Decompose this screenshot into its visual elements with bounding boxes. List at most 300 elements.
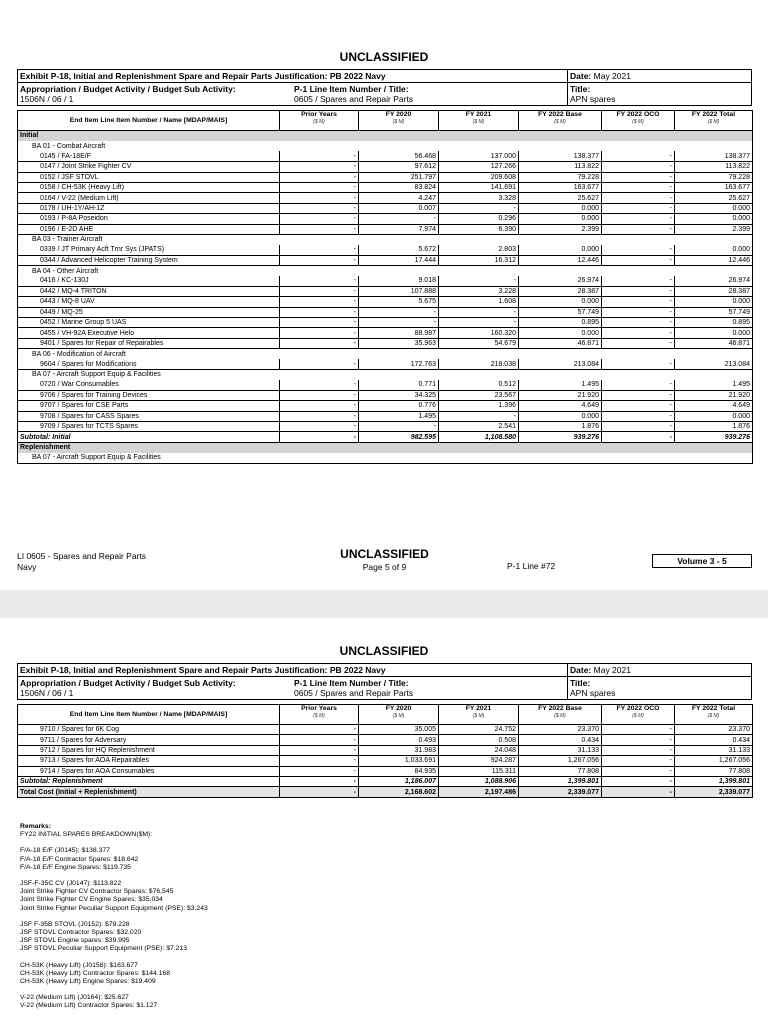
table-row xyxy=(18,401,753,411)
spares-table-page-1 xyxy=(17,110,753,464)
table-row xyxy=(18,151,753,161)
row-label: 0339 / JT Primary Acft Trnr Sys (JPATS) xyxy=(18,245,280,255)
cell-value: 127.266 xyxy=(439,162,519,172)
cell-value: - xyxy=(439,203,519,213)
cell-value: - xyxy=(602,787,675,797)
cell-value: - xyxy=(280,297,359,307)
cell-value: - xyxy=(602,756,675,766)
cell-value: 924.287 xyxy=(439,756,519,766)
remarks-line: V-22 (Medium Lift) Contractor Spares: $1.127 xyxy=(20,1002,158,1010)
total-row xyxy=(18,787,753,797)
remarks-block xyxy=(20,847,750,872)
cell-value: - xyxy=(439,307,519,317)
cell-value: 0.000 xyxy=(675,245,753,255)
cell-value: - xyxy=(280,162,359,172)
column-header-unit: ($ M) xyxy=(313,713,325,719)
cell-value: 26.974 xyxy=(519,276,602,286)
cell-value: 46.871 xyxy=(519,338,602,348)
cell-value: - xyxy=(602,725,675,735)
cell-value: 35.963 xyxy=(359,338,439,348)
group-label: BA 01 - Combat Aircraft xyxy=(18,141,753,151)
cell-value: 138.377 xyxy=(519,151,602,161)
cell-value: 79.228 xyxy=(675,172,753,182)
cell-value: 77.808 xyxy=(519,766,602,776)
column-header xyxy=(675,111,753,131)
row-label: 9711 / Spares for Adversary xyxy=(18,735,280,745)
table-row xyxy=(18,203,753,213)
title-value: APN spares xyxy=(570,688,616,698)
row-label: 0416 / KC-130J xyxy=(18,276,280,286)
cell-value: 21.920 xyxy=(675,390,753,400)
p1-value: 0605 / Spares and Repair Parts xyxy=(294,688,414,698)
cell-value: - xyxy=(602,380,675,390)
group-label: BA 06 - Modification of Aircraft xyxy=(18,349,753,359)
remarks-line: JSF STOVL Contractor Spares: $32.020 xyxy=(20,929,142,937)
remarks-line: JSF STOVL Peculiar Support Equipment (PSE): $7.213 xyxy=(20,945,187,953)
cell-value: - xyxy=(280,245,359,255)
cell-value: 0.776 xyxy=(359,401,439,411)
column-header-unit: ($ M) xyxy=(707,119,720,125)
cell-value: 1.495 xyxy=(675,380,753,390)
approp-label: Appropriation / Budget Activity / Budget Sub Activity: xyxy=(20,84,236,94)
cell-value: 172.763 xyxy=(359,359,439,369)
column-header xyxy=(602,111,675,131)
table-row xyxy=(18,338,753,348)
group-label: BA 03 - Trainer Aircraft xyxy=(18,234,753,244)
remarks-line: Joint Strike Fighter CV Contractor Spares: $76.545 xyxy=(20,888,174,896)
cell-value: 12.446 xyxy=(519,255,602,265)
cell-value: 1.876 xyxy=(675,421,753,431)
row-label: 0344 / Advanced Helicopter Training System xyxy=(18,255,280,265)
cell-value: 939.276 xyxy=(675,432,753,442)
line-title xyxy=(568,677,751,699)
appropriation xyxy=(18,677,292,699)
cell-value: 5.672 xyxy=(359,245,439,255)
cell-value: - xyxy=(359,318,439,328)
cell-value: - xyxy=(280,756,359,766)
cell-value: 0.000 xyxy=(519,203,602,213)
cell-value: 2.803 xyxy=(439,245,519,255)
cell-value: - xyxy=(602,776,675,786)
section-label: Replenishment xyxy=(18,442,753,452)
column-header xyxy=(280,705,359,725)
row-label: 0455 / VH-92A Executive Helo xyxy=(18,328,280,338)
column-header-unit: ($ M) xyxy=(554,119,566,125)
table-row xyxy=(18,245,753,255)
cell-value: 1,088.906 xyxy=(439,776,519,786)
remarks-line: CH-53K (Heavy Lift) Engine Spares: $19.409 xyxy=(20,978,156,986)
section-label: Initial xyxy=(18,131,753,141)
cell-value: 1,399.801 xyxy=(675,776,753,786)
cell-value: 0.771 xyxy=(359,380,439,390)
cell-value: 0.000 xyxy=(519,214,602,224)
cell-value: 23.370 xyxy=(519,725,602,735)
footer-page-number: Page 5 of 9 xyxy=(362,562,407,572)
approp-value: 1506N / 06 / 1 xyxy=(20,688,74,698)
row-label: 0449 / MQ-25 xyxy=(18,307,280,317)
row-label: Subtotal: Initial xyxy=(18,432,280,442)
column-header-unit: ($ M) xyxy=(392,119,405,125)
exhibit-header xyxy=(17,663,752,700)
spares-table-page-2 xyxy=(17,704,753,798)
column-header-label: Prior Years xyxy=(301,111,337,118)
subtotal-row xyxy=(18,432,753,442)
cell-value: - xyxy=(280,255,359,265)
exhibit-date xyxy=(568,70,751,82)
cell-value: 46.871 xyxy=(675,338,753,348)
cell-value: 115.311 xyxy=(439,766,519,776)
cell-value: 1.495 xyxy=(359,411,439,421)
column-header-label: FY 2021 xyxy=(465,111,492,118)
row-label: 9713 / Spares for AOA Repairables xyxy=(18,756,280,766)
classification-header: UNCLASSIFIED xyxy=(339,644,429,658)
cell-value: - xyxy=(280,151,359,161)
cell-value: 23.567 xyxy=(439,390,519,400)
cell-value: 9.018 xyxy=(359,276,439,286)
cell-value: - xyxy=(280,318,359,328)
cell-value: 4.247 xyxy=(359,193,439,203)
column-header xyxy=(439,705,519,725)
cell-value: 35.005 xyxy=(359,725,439,735)
cell-value: 160.320 xyxy=(439,328,519,338)
row-label: 0193 / P-8A Poseidon xyxy=(18,214,280,224)
cell-value: 0.000 xyxy=(519,411,602,421)
table-row xyxy=(18,182,753,192)
p1-line-item xyxy=(292,677,568,699)
cell-value: 1,033.691 xyxy=(359,756,439,766)
title-value: APN spares xyxy=(570,94,616,104)
group-label: BA 07 - Aircraft Support Equip & Facilities xyxy=(18,453,753,463)
group-label: BA 04 - Other Aircraft xyxy=(18,266,753,276)
cell-value: 34.325 xyxy=(359,390,439,400)
cell-value: - xyxy=(602,359,675,369)
cell-value: 97.612 xyxy=(359,162,439,172)
remarks-block xyxy=(20,994,750,1010)
column-header xyxy=(280,111,359,131)
cell-value: 6.390 xyxy=(439,224,519,234)
remarks-block xyxy=(20,921,750,954)
cell-value: 0.000 xyxy=(519,328,602,338)
cell-value: - xyxy=(602,224,675,234)
cell-value: 1,186.007 xyxy=(359,776,439,786)
cell-value: - xyxy=(602,328,675,338)
footer-center xyxy=(17,547,752,572)
column-header-unit: ($ M) xyxy=(472,119,485,125)
cell-value: 0.000 xyxy=(675,214,753,224)
cell-value: - xyxy=(280,276,359,286)
cell-value: - xyxy=(602,318,675,328)
table-row xyxy=(18,380,753,390)
remarks-line: JSF F-35B STOVL (J0152): $79.228 xyxy=(20,920,130,928)
cell-value: - xyxy=(280,766,359,776)
footer-volume-box: Volume 3 - 5 xyxy=(652,554,752,568)
table-row xyxy=(18,390,753,400)
cell-value: 5.675 xyxy=(359,297,439,307)
p1-value: 0605 / Spares and Repair Parts xyxy=(294,94,414,104)
remarks-line: CH-53K (Heavy Lift) Contractor Spares: $144.168 xyxy=(20,969,170,977)
table-header-row xyxy=(18,705,753,725)
remarks-block xyxy=(20,880,750,913)
cell-value: - xyxy=(280,203,359,213)
row-label: 9709 / Spares for TCTS Spares xyxy=(18,421,280,431)
cell-value: 7.974 xyxy=(359,224,439,234)
table-row xyxy=(18,255,753,265)
date-value: May 2021 xyxy=(593,665,631,675)
cell-value: 251.797 xyxy=(359,172,439,182)
row-label: 9714 / Spares for AOA Consumables xyxy=(18,766,280,776)
cell-value: 0.895 xyxy=(675,318,753,328)
cell-value: - xyxy=(602,745,675,755)
footer-p1-line: P-1 Line #72 xyxy=(507,561,556,571)
column-header-unit: ($ M) xyxy=(472,713,485,719)
cell-value: 31.133 xyxy=(519,745,602,755)
cell-value: - xyxy=(280,338,359,348)
remarks-line: V-22 (Medium Lift) (J0164): $25.627 xyxy=(20,994,129,1002)
remarks-block xyxy=(20,831,750,839)
date-value: May 2021 xyxy=(593,71,631,81)
cell-value: 79.228 xyxy=(519,172,602,182)
cell-value: 4.649 xyxy=(519,401,602,411)
cell-value: - xyxy=(280,172,359,182)
row-label: 0452 / Marine Group 5 UAS xyxy=(18,318,280,328)
approp-value: 1506N / 06 / 1 xyxy=(20,94,74,104)
cell-value: 0.000 xyxy=(675,297,753,307)
row-label: 9710 / Spares for 6K Cog xyxy=(18,725,280,735)
remarks-line: F/A-18 E/F (J0145): $138.377 xyxy=(20,847,110,855)
cell-value: 163.677 xyxy=(519,182,602,192)
group-label: BA 07 - Aircraft Support Equip & Facilities xyxy=(18,369,753,379)
row-label: 0164 / V-22 (Medium Lift) xyxy=(18,193,280,203)
cell-value: - xyxy=(280,380,359,390)
remarks-line: FY22 INITIAL SPARES BREAKDOWN($M): xyxy=(20,831,153,839)
cell-value: - xyxy=(280,776,359,786)
cell-value: 3.328 xyxy=(439,193,519,203)
title-label: Title: xyxy=(570,84,591,94)
document-page-2 xyxy=(0,618,768,1024)
row-label: 0152 / JSF STOVL xyxy=(18,172,280,182)
cell-value: 2,197.486 xyxy=(439,787,519,797)
cell-value: 84.935 xyxy=(359,766,439,776)
exhibit-header xyxy=(17,69,752,106)
table-row xyxy=(18,318,753,328)
group-row xyxy=(18,453,753,463)
footer-line-item: LI 0605 - Spares and Repair Parts xyxy=(17,551,146,561)
cell-value: 0.296 xyxy=(439,214,519,224)
cell-value: 25.627 xyxy=(675,193,753,203)
table-row xyxy=(18,297,753,307)
row-label: 9708 / Spares for CASS Spares xyxy=(18,411,280,421)
cell-value: 1,108.580 xyxy=(439,432,519,442)
remarks-line: CH-53K (Heavy Lift) (J0158): $163.677 xyxy=(20,961,138,969)
cell-value: - xyxy=(602,390,675,400)
exhibit-title: Exhibit P-18, Initial and Replenishment Spare and Repair Parts Justification: PB 2022 Navy xyxy=(18,70,568,82)
column-header-label: FY 2022 Total xyxy=(691,111,736,118)
table-row xyxy=(18,411,753,421)
column-header-unit: ($ M) xyxy=(554,713,566,719)
cell-value: 2,168.602 xyxy=(359,787,439,797)
cell-value: - xyxy=(280,359,359,369)
date-label: Date: xyxy=(570,71,592,81)
cell-value: 1,399.801 xyxy=(519,776,602,786)
cell-value: - xyxy=(280,182,359,192)
column-header-unit: ($ M) xyxy=(632,119,644,125)
column-header xyxy=(439,111,519,131)
footer-service: Navy xyxy=(17,562,37,572)
cell-value: - xyxy=(280,421,359,431)
cell-value: 88.987 xyxy=(359,328,439,338)
remarks-line: JSF-F-35C CV (J0147): $113.822 xyxy=(20,880,122,888)
cell-value: - xyxy=(602,276,675,286)
column-header-label: FY 2020 xyxy=(385,705,412,712)
cell-value: - xyxy=(280,401,359,411)
cell-value: 0.000 xyxy=(519,245,602,255)
cell-value: 57.749 xyxy=(675,307,753,317)
cell-value: - xyxy=(602,214,675,224)
table-row xyxy=(18,725,753,735)
cell-value: 0.000 xyxy=(675,328,753,338)
cell-value: 28.387 xyxy=(519,286,602,296)
remarks-line: F/A-18 E/F Contractor Spares: $18.642 xyxy=(20,855,139,863)
cell-value: 141.691 xyxy=(439,182,519,192)
cell-value: - xyxy=(280,390,359,400)
cell-value: 0.512 xyxy=(439,380,519,390)
cell-value: - xyxy=(359,307,439,317)
column-header-label: FY 2022 Total xyxy=(691,705,736,712)
cell-value: 113.822 xyxy=(675,162,753,172)
appropriation xyxy=(18,83,292,105)
row-label: 0196 / E-2D AHE xyxy=(18,224,280,234)
page-gap xyxy=(0,590,768,618)
table-row xyxy=(18,276,753,286)
section-row xyxy=(18,131,753,141)
row-label: 9707 / Spares for CSE Parts xyxy=(18,401,280,411)
cell-value: - xyxy=(602,421,675,431)
cell-value: 31.983 xyxy=(359,745,439,755)
cell-value: 24.048 xyxy=(439,745,519,755)
group-row xyxy=(18,141,753,151)
exhibit-title: Exhibit P-18, Initial and Replenishment Spare and Repair Parts Justification: PB 2022 Navy xyxy=(18,664,568,676)
exhibit-date xyxy=(568,664,751,676)
cell-value: - xyxy=(280,224,359,234)
cell-value: - xyxy=(602,297,675,307)
cell-value: 0.007 xyxy=(359,203,439,213)
cell-value: 982.595 xyxy=(359,432,439,442)
remarks-line: JSF STOVL Engine spares: $39.995 xyxy=(20,937,130,945)
table-row xyxy=(18,214,753,224)
cell-value: - xyxy=(602,286,675,296)
cell-value: 1.396 xyxy=(439,401,519,411)
column-header-name: End Item Line Item Number / Name [MDAP/MAIS] xyxy=(18,705,280,725)
row-label: 0158 / CH-53K (Heavy Lift) xyxy=(18,182,280,192)
cell-value: 218.038 xyxy=(439,359,519,369)
cell-value: 1.608 xyxy=(439,297,519,307)
cell-value: 26.974 xyxy=(675,276,753,286)
cell-value: - xyxy=(602,411,675,421)
cell-value: 209.608 xyxy=(439,172,519,182)
cell-value: 213.084 xyxy=(675,359,753,369)
group-row xyxy=(18,349,753,359)
remarks-block xyxy=(20,962,750,987)
cell-value: - xyxy=(602,245,675,255)
row-label: 9604 / Spares for Modifications xyxy=(18,359,280,369)
cell-value: 57.749 xyxy=(519,307,602,317)
row-label: 0178 / UH-1Y/AH-1Z xyxy=(18,203,280,213)
approp-label: Appropriation / Budget Activity / Budget Sub Activity: xyxy=(20,678,236,688)
cell-value: - xyxy=(280,193,359,203)
column-header xyxy=(519,111,602,131)
remarks-line: Joint Strike Fighter CV Engine Spares: $35.034 xyxy=(20,896,163,904)
subtotal-row xyxy=(18,776,753,786)
title-label: Title: xyxy=(570,678,591,688)
column-header-name: End Item Line Item Number / Name [MDAP/MAIS] xyxy=(18,111,280,131)
cell-value: - xyxy=(439,411,519,421)
cell-value: 2,339.077 xyxy=(519,787,602,797)
cell-value: - xyxy=(602,203,675,213)
cell-value: - xyxy=(280,787,359,797)
cell-value: - xyxy=(602,193,675,203)
cell-value: 0.000 xyxy=(675,411,753,421)
column-header-unit: ($ M) xyxy=(707,713,720,719)
column-header xyxy=(519,705,602,725)
group-row xyxy=(18,369,753,379)
remarks-line: F/A-18 E/F Engine Spares: $119.735 xyxy=(20,863,131,871)
cell-value: 31.133 xyxy=(675,745,753,755)
cell-value: 25.627 xyxy=(519,193,602,203)
cell-value: 24.752 xyxy=(439,725,519,735)
cell-value: 0.508 xyxy=(439,735,519,745)
cell-value: - xyxy=(280,328,359,338)
cell-value: - xyxy=(602,182,675,192)
remarks-title: Remarks: xyxy=(20,823,51,830)
p1-line-item xyxy=(292,83,568,105)
column-header xyxy=(602,705,675,725)
column-header-unit: ($ M) xyxy=(392,713,405,719)
classification-header: UNCLASSIFIED xyxy=(339,50,429,64)
cell-value: 0.434 xyxy=(675,735,753,745)
column-header-label: FY 2022 OCO xyxy=(616,111,660,118)
column-header-label: FY 2022 Base xyxy=(538,705,582,712)
remarks-section xyxy=(20,823,750,1019)
cell-value: 213.084 xyxy=(519,359,602,369)
cell-value: 1.495 xyxy=(519,380,602,390)
table-row xyxy=(18,224,753,234)
cell-value: - xyxy=(439,318,519,328)
date-label: Date: xyxy=(570,665,592,675)
section-row xyxy=(18,442,753,452)
table-row xyxy=(18,307,753,317)
table-row xyxy=(18,421,753,431)
cell-value: 28.387 xyxy=(675,286,753,296)
p1-label: P-1 Line Item Number / Title: xyxy=(294,84,409,94)
cell-value: 138.377 xyxy=(675,151,753,161)
cell-value: 4.649 xyxy=(675,401,753,411)
cell-value: - xyxy=(280,725,359,735)
cell-value: 56.468 xyxy=(359,151,439,161)
column-header xyxy=(675,705,753,725)
cell-value: 54.679 xyxy=(439,338,519,348)
cell-value: - xyxy=(280,735,359,745)
row-label: 9401 / Spares for Repair of Repairables xyxy=(18,338,280,348)
cell-value: - xyxy=(359,214,439,224)
remarks-line: Joint Strike Fighter Peculiar Support Equipment (PSE): $3.243 xyxy=(20,904,208,912)
table-row xyxy=(18,735,753,745)
p1-label: P-1 Line Item Number / Title: xyxy=(294,678,409,688)
cell-value: 113.822 xyxy=(519,162,602,172)
column-header-label: FY 2021 xyxy=(465,705,492,712)
row-label: 0443 / MQ-8 UAV xyxy=(18,297,280,307)
cell-value: 163.677 xyxy=(675,182,753,192)
cell-value: 2.399 xyxy=(519,224,602,234)
